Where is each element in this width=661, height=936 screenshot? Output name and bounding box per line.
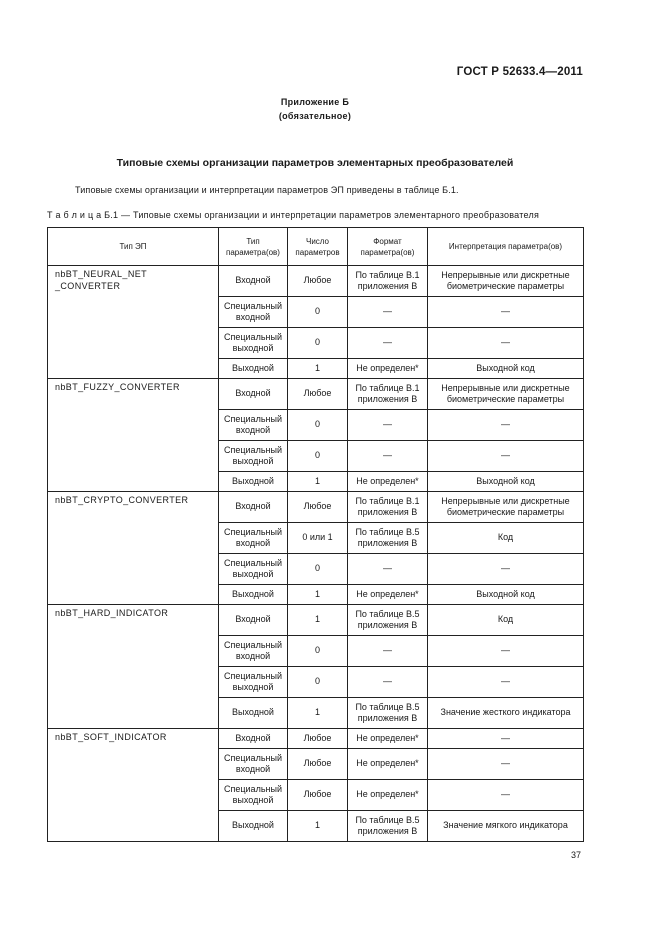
table-cell: По таблице В.1 приложения В	[348, 492, 428, 523]
table-cell: 1	[288, 605, 348, 636]
table-cell: Любое	[288, 780, 348, 811]
table-cell: По таблице В.5 приложения В	[348, 605, 428, 636]
table-cell: Любое	[288, 266, 348, 297]
table-cell: Не определен*	[348, 359, 428, 379]
table-cell: 0	[288, 441, 348, 472]
table-cell: Специальный входной	[219, 297, 288, 328]
table-row	[48, 266, 584, 297]
converter-type-cell: nbBT_CRYPTO_CONVERTER	[48, 492, 219, 605]
table-cell: 1	[288, 698, 348, 729]
table-cell: По таблице В.5 приложения В	[348, 523, 428, 554]
table-cell: Специальный входной	[219, 410, 288, 441]
table-cell: Непрерывные или дискретные биометрические параметры	[428, 379, 584, 410]
table-cell: Входной	[219, 492, 288, 523]
table-cell: Не определен*	[348, 780, 428, 811]
column-header: Интерпретация параметра(ов)	[428, 228, 584, 266]
table-cell: —	[348, 328, 428, 359]
table-cell: 0	[288, 554, 348, 585]
appendix-status: (обязательное)	[278, 111, 352, 121]
table-cell: Специальный выходной	[219, 441, 288, 472]
table-cell: —	[428, 410, 584, 441]
table-cell: —	[348, 667, 428, 698]
table-cell: —	[428, 328, 584, 359]
table-cell: Входной	[219, 729, 288, 749]
table-caption: Т а б л и ц а Б.1 — Типовые схемы организации и интерпретации параметров элементарного преобразователя	[47, 210, 540, 220]
table-cell: 1	[288, 472, 348, 492]
table-cell: 0	[288, 297, 348, 328]
table-cell: —	[428, 297, 584, 328]
table-cell: 0	[288, 667, 348, 698]
table-cell: —	[348, 636, 428, 667]
converter-type-cell: nbBT_NEURAL_NET _CONVERTER	[48, 266, 219, 379]
table-cell: —	[348, 297, 428, 328]
table-cell: 1	[288, 585, 348, 605]
table-cell: —	[428, 636, 584, 667]
table-cell: 0	[288, 410, 348, 441]
table-cell: По таблице В.1 приложения В	[348, 379, 428, 410]
table-cell: 1	[288, 359, 348, 379]
table-cell: —	[348, 410, 428, 441]
converter-type-cell: nbBT_FUZZY_CONVERTER	[48, 379, 219, 492]
table-cell: Выходной	[219, 698, 288, 729]
table-cell: 0	[288, 328, 348, 359]
table-cell: Входной	[219, 379, 288, 410]
converter-type-cell: nbBT_HARD_INDICATOR	[48, 605, 219, 729]
table-cell: Не определен*	[348, 585, 428, 605]
table-cell: Выходной	[219, 359, 288, 379]
table-cell: —	[428, 749, 584, 780]
table-cell: Любое	[288, 749, 348, 780]
column-header: Тип ЭП	[48, 228, 219, 266]
table-cell: Не определен*	[348, 472, 428, 492]
table-body	[48, 266, 584, 842]
table-cell: Любое	[288, 379, 348, 410]
table-header-row	[48, 228, 584, 266]
table-cell: —	[428, 441, 584, 472]
table-cell: Не определен*	[348, 749, 428, 780]
page-number: 37	[570, 850, 581, 860]
section-heading: Типовые схемы организации параметров элементарных преобразователей	[116, 157, 514, 169]
column-header: Формат параметра(ов)	[348, 228, 428, 266]
table-cell: По таблице В.5 приложения В	[348, 698, 428, 729]
table-cell: 0 или 1	[288, 523, 348, 554]
table-cell: Выходной код	[428, 585, 584, 605]
table-cell: Непрерывные или дискретные биометрические параметры	[428, 492, 584, 523]
column-header: Тип параметра(ов)	[219, 228, 288, 266]
table-cell: Выходной	[219, 472, 288, 492]
appendix-heading	[0, 95, 630, 123]
table-cell: Выходной код	[428, 359, 584, 379]
table-cell: По таблице В.1 приложения В	[348, 266, 428, 297]
table-cell: Значение мягкого индикатора	[428, 811, 584, 842]
table-cell: Любое	[288, 729, 348, 749]
table-cell: Специальный входной	[219, 523, 288, 554]
table-cell: —	[428, 667, 584, 698]
table-cell: Специальный выходной	[219, 667, 288, 698]
table-row	[48, 379, 584, 410]
table-cell: Специальный выходной	[219, 780, 288, 811]
table-cell: Значение жесткого индикатора	[428, 698, 584, 729]
table-cell: По таблице В.5 приложения В	[348, 811, 428, 842]
table-cell: Выходной код	[428, 472, 584, 492]
table-cell: —	[348, 441, 428, 472]
column-header: Число параметров	[288, 228, 348, 266]
table-cell: Любое	[288, 492, 348, 523]
table-cell: Не определен*	[348, 729, 428, 749]
table-cell: Специальный выходной	[219, 328, 288, 359]
table-cell: Выходной	[219, 585, 288, 605]
table-cell: Код	[428, 605, 584, 636]
table-row	[48, 729, 584, 749]
table-cell: —	[428, 780, 584, 811]
table-cell: —	[428, 554, 584, 585]
table-row	[48, 492, 584, 523]
table-cell: Выходной	[219, 811, 288, 842]
table-cell: Непрерывные или дискретные биометрические параметры	[428, 266, 584, 297]
table-cell: Входной	[219, 605, 288, 636]
table-cell: 1	[288, 811, 348, 842]
table-cell: Код	[428, 523, 584, 554]
appendix-title: Приложение Б	[280, 97, 350, 107]
table-cell: Специальный входной	[219, 749, 288, 780]
table-cell: 0	[288, 636, 348, 667]
table-cell: —	[348, 554, 428, 585]
table-cell: Специальный входной	[219, 636, 288, 667]
table-cell: Входной	[219, 266, 288, 297]
converter-type-cell: nbBT_SOFT_INDICATOR	[48, 729, 219, 842]
table-cell: —	[428, 729, 584, 749]
parameters-table	[47, 227, 584, 842]
standard-number: ГОСТ Р 52633.4—2011	[456, 66, 583, 78]
table-cell: Специальный выходной	[219, 554, 288, 585]
intro-paragraph: Типовые схемы организации и интерпретации параметров ЭП приведены в таблице Б.1.	[75, 185, 459, 195]
table-row	[48, 605, 584, 636]
